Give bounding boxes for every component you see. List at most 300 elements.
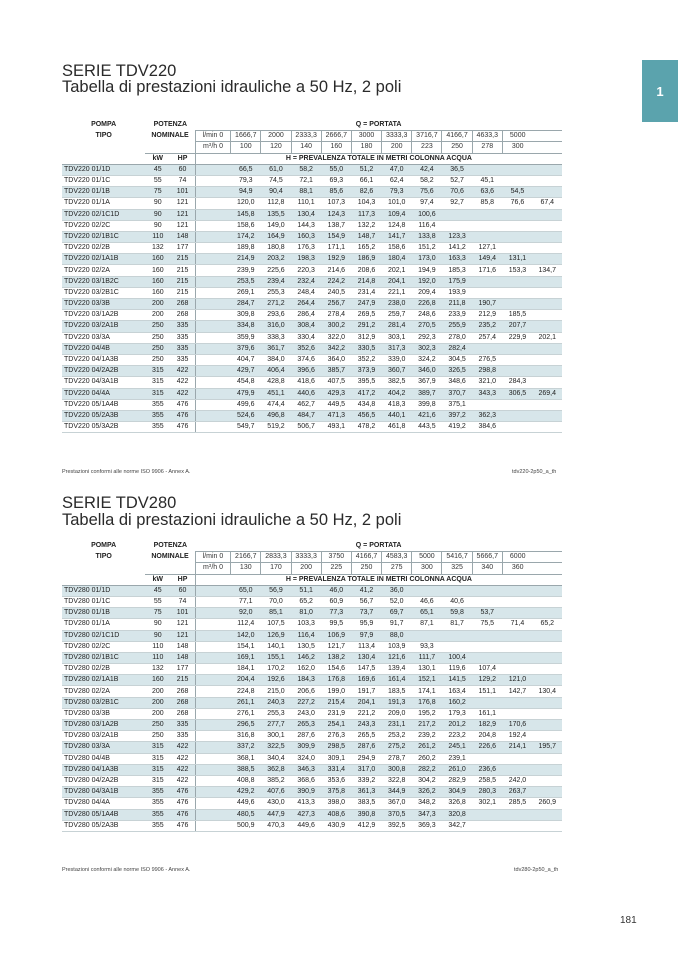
pump-model: TDV280 04/3A1B bbox=[62, 787, 145, 798]
head-value: 263,7 bbox=[502, 787, 532, 798]
head-value: 71,4 bbox=[502, 619, 532, 630]
head-value: 175,9 bbox=[442, 276, 472, 287]
power-hp: 476 bbox=[170, 787, 195, 798]
table-row bbox=[62, 276, 562, 287]
unit-m: m bbox=[202, 143, 209, 151]
head-value: 163,4 bbox=[442, 686, 472, 697]
table-row bbox=[62, 287, 562, 298]
power-hp: 60 bbox=[170, 585, 195, 596]
head-value: 121,0 bbox=[502, 675, 532, 686]
header-unit-lmin: l/min 0 bbox=[195, 131, 230, 142]
pump-model: TDV220 05/3A2B bbox=[62, 422, 145, 433]
head-value: 106,9 bbox=[321, 630, 351, 641]
header-blank bbox=[62, 153, 145, 164]
head-zero-flow bbox=[195, 254, 230, 265]
head-value: 201,2 bbox=[442, 720, 472, 731]
head-value: 82,6 bbox=[351, 187, 381, 198]
head-value bbox=[533, 809, 562, 820]
head-value: 176,8 bbox=[412, 697, 442, 708]
head-value: 164,9 bbox=[261, 231, 291, 242]
head-value: 286,4 bbox=[291, 310, 321, 321]
flow-lmin: 5416,7 bbox=[442, 552, 472, 563]
head-value: 449,6 bbox=[231, 798, 261, 809]
pump-model: TDV220 02/1B1C bbox=[62, 231, 145, 242]
head-value: 144,3 bbox=[291, 220, 321, 231]
head-value: 161,4 bbox=[382, 675, 412, 686]
head-value: 146,2 bbox=[291, 652, 321, 663]
pump-model: TDV220 02/2A bbox=[62, 265, 145, 276]
head-value: 419,2 bbox=[442, 422, 472, 433]
head-value bbox=[472, 231, 502, 242]
header-blank bbox=[62, 142, 145, 153]
head-value bbox=[502, 764, 532, 775]
head-value: 298,8 bbox=[472, 366, 502, 377]
head-value: 255,3 bbox=[261, 287, 291, 298]
head-value: 155,1 bbox=[261, 652, 291, 663]
head-value: 74,5 bbox=[261, 175, 291, 186]
power-kw: 355 bbox=[145, 787, 170, 798]
head-value bbox=[502, 820, 532, 831]
head-value: 471,3 bbox=[321, 410, 351, 421]
head-value: 186,9 bbox=[351, 254, 381, 265]
flow-lmin: 3333,3 bbox=[382, 131, 412, 142]
head-value: 308,4 bbox=[291, 321, 321, 332]
power-kw: 90 bbox=[145, 209, 170, 220]
head-value bbox=[472, 641, 502, 652]
head-value: 282,2 bbox=[412, 764, 442, 775]
head-zero-flow bbox=[195, 299, 230, 310]
head-value bbox=[533, 820, 562, 831]
flow-lmin: 5000 bbox=[502, 131, 532, 142]
head-value: 127,1 bbox=[472, 243, 502, 254]
power-kw: 315 bbox=[145, 742, 170, 753]
head-value: 217,2 bbox=[412, 720, 442, 731]
head-value: 367,9 bbox=[412, 377, 442, 388]
head-value: 208,6 bbox=[351, 265, 381, 276]
head-value: 204,4 bbox=[231, 675, 261, 686]
head-value: 47,0 bbox=[382, 164, 412, 175]
head-value bbox=[502, 753, 532, 764]
pump-model: TDV280 02/1A1B bbox=[62, 675, 145, 686]
head-value: 100,4 bbox=[442, 652, 472, 663]
head-value bbox=[533, 708, 562, 719]
head-value: 342,7 bbox=[442, 820, 472, 831]
head-value: 265,3 bbox=[291, 720, 321, 731]
head-value: 112,4 bbox=[231, 619, 261, 630]
head-value: 326,2 bbox=[412, 787, 442, 798]
head-value: 352,6 bbox=[291, 343, 321, 354]
head-value: 284,7 bbox=[231, 299, 261, 310]
head-value: 240,3 bbox=[261, 697, 291, 708]
head-value bbox=[502, 366, 532, 377]
head-value: 161,1 bbox=[472, 708, 502, 719]
head-value: 256,7 bbox=[321, 299, 351, 310]
head-value: 145,8 bbox=[231, 209, 261, 220]
header-tipo: TIPO bbox=[95, 553, 112, 561]
table-row bbox=[62, 764, 562, 775]
head-value: 191,7 bbox=[351, 686, 381, 697]
head-value: 138,7 bbox=[321, 220, 351, 231]
head-value: 322,0 bbox=[321, 332, 351, 343]
head-zero-flow bbox=[195, 764, 230, 775]
unit-h: /h 0 bbox=[211, 143, 223, 151]
head-value: 484,7 bbox=[291, 410, 321, 421]
head-value: 65,0 bbox=[231, 585, 261, 596]
head-value: 90,4 bbox=[261, 187, 291, 198]
series-subtitle: Tabella di prestazioni idrauliche a 50 Hz, 2 poli bbox=[62, 511, 402, 529]
head-value: 46,6 bbox=[412, 596, 442, 607]
head-value: 121,6 bbox=[382, 652, 412, 663]
head-value: 209,4 bbox=[412, 287, 442, 298]
head-value: 361,7 bbox=[261, 343, 291, 354]
head-value: 392,5 bbox=[382, 820, 412, 831]
table-row bbox=[62, 332, 562, 343]
header-hp: HP bbox=[170, 153, 195, 164]
head-value: 88,0 bbox=[382, 630, 412, 641]
table-row bbox=[62, 187, 562, 198]
head-value bbox=[533, 231, 562, 242]
head-value: 58,2 bbox=[291, 164, 321, 175]
head-value: 85,8 bbox=[472, 198, 502, 209]
head-value: 309,9 bbox=[291, 742, 321, 753]
head-value bbox=[533, 366, 562, 377]
power-hp: 268 bbox=[170, 299, 195, 310]
head-value: 99,5 bbox=[321, 619, 351, 630]
head-value: 52,7 bbox=[442, 175, 472, 186]
flow-lmin: 4583,3 bbox=[382, 552, 412, 563]
head-value: 226,6 bbox=[472, 742, 502, 753]
head-value: 370,5 bbox=[382, 809, 412, 820]
head-value: 506,7 bbox=[291, 422, 321, 433]
head-value bbox=[472, 585, 502, 596]
head-value: 316,0 bbox=[261, 321, 291, 332]
head-value: 77,1 bbox=[231, 596, 261, 607]
head-value: 202,1 bbox=[382, 265, 412, 276]
power-kw: 110 bbox=[145, 652, 170, 663]
power-kw: 250 bbox=[145, 332, 170, 343]
pump-model: TDV220 05/1A4B bbox=[62, 399, 145, 410]
pump-model: TDV280 02/2C bbox=[62, 641, 145, 652]
head-value: 326,8 bbox=[442, 798, 472, 809]
head-value: 362,3 bbox=[472, 410, 502, 421]
table-row bbox=[62, 630, 562, 641]
head-value: 131,1 bbox=[502, 254, 532, 265]
head-zero-flow bbox=[195, 686, 230, 697]
head-value: 276,3 bbox=[321, 731, 351, 742]
power-hp: 476 bbox=[170, 820, 195, 831]
table-row bbox=[62, 377, 562, 388]
pump-model: TDV280 04/2A2B bbox=[62, 775, 145, 786]
head-value: 214,8 bbox=[351, 276, 381, 287]
pump-model: TDV220 01/1D bbox=[62, 164, 145, 175]
performance-table bbox=[62, 120, 562, 433]
pump-model: TDV280 04/4B bbox=[62, 753, 145, 764]
head-value: 317,3 bbox=[382, 343, 412, 354]
head-value: 260,2 bbox=[412, 753, 442, 764]
table-row bbox=[62, 664, 562, 675]
power-hp: 148 bbox=[170, 231, 195, 242]
power-kw: 355 bbox=[145, 422, 170, 433]
head-value: 294,9 bbox=[351, 753, 381, 764]
head-value bbox=[533, 310, 562, 321]
head-value: 199,0 bbox=[321, 686, 351, 697]
table-row bbox=[62, 198, 562, 209]
head-value: 398,0 bbox=[321, 798, 351, 809]
head-value: 192,0 bbox=[412, 276, 442, 287]
power-kw: 250 bbox=[145, 343, 170, 354]
head-value: 240,5 bbox=[321, 287, 351, 298]
table-row bbox=[62, 399, 562, 410]
head-value bbox=[533, 220, 562, 231]
head-value: 370,7 bbox=[442, 388, 472, 399]
pump-model: TDV220 01/1A bbox=[62, 198, 145, 209]
performance-table bbox=[62, 541, 562, 832]
head-value: 224,8 bbox=[231, 686, 261, 697]
power-kw: 90 bbox=[145, 630, 170, 641]
head-value: 306,5 bbox=[502, 388, 532, 399]
table-row bbox=[62, 652, 562, 663]
head-value: 269,1 bbox=[231, 287, 261, 298]
power-kw: 200 bbox=[145, 708, 170, 719]
head-zero-flow bbox=[195, 422, 230, 433]
head-value: 270,5 bbox=[412, 321, 442, 332]
table-row bbox=[62, 422, 562, 433]
head-value bbox=[472, 287, 502, 298]
head-value: 97,4 bbox=[412, 198, 442, 209]
head-value: 302,1 bbox=[472, 798, 502, 809]
table-row bbox=[62, 231, 562, 242]
head-value bbox=[533, 377, 562, 388]
power-kw: 160 bbox=[145, 254, 170, 265]
table-row bbox=[62, 354, 562, 365]
head-value: 221,1 bbox=[382, 287, 412, 298]
power-kw: 250 bbox=[145, 354, 170, 365]
head-value bbox=[502, 664, 532, 675]
table-row bbox=[62, 220, 562, 231]
table-row bbox=[62, 164, 562, 175]
flow-lmin: 3333,3 bbox=[291, 552, 321, 563]
head-value: 158,6 bbox=[382, 243, 412, 254]
head-value bbox=[533, 187, 562, 198]
head-value: 45,1 bbox=[472, 175, 502, 186]
head-value: 271,2 bbox=[261, 299, 291, 310]
series-title: SERIE TDV220 bbox=[62, 62, 177, 80]
head-value: 229,9 bbox=[502, 332, 532, 343]
head-value: 132,2 bbox=[351, 220, 381, 231]
head-value bbox=[533, 675, 562, 686]
head-value: 42,4 bbox=[412, 164, 442, 175]
power-hp: 422 bbox=[170, 764, 195, 775]
power-kw: 355 bbox=[145, 809, 170, 820]
head-value: 153,3 bbox=[502, 265, 532, 276]
head-value: 275,2 bbox=[382, 742, 412, 753]
head-value: 397,2 bbox=[442, 410, 472, 421]
head-value bbox=[533, 175, 562, 186]
head-value: 154,9 bbox=[321, 231, 351, 242]
head-value: 408,8 bbox=[231, 775, 261, 786]
head-zero-flow bbox=[195, 753, 230, 764]
head-value bbox=[533, 585, 562, 596]
head-value: 192,4 bbox=[502, 731, 532, 742]
head-value: 56,9 bbox=[261, 585, 291, 596]
head-value bbox=[502, 299, 532, 310]
head-value: 447,9 bbox=[261, 809, 291, 820]
head-value: 375,8 bbox=[321, 787, 351, 798]
head-zero-flow bbox=[195, 608, 230, 619]
head-value: 278,0 bbox=[442, 332, 472, 343]
head-value: 70,6 bbox=[442, 187, 472, 198]
power-kw: 355 bbox=[145, 798, 170, 809]
power-hp: 422 bbox=[170, 366, 195, 377]
flow-lmin: 5666,7 bbox=[472, 552, 502, 563]
head-value bbox=[442, 220, 472, 231]
power-hp: 74 bbox=[170, 596, 195, 607]
head-value: 154,1 bbox=[231, 641, 261, 652]
head-zero-flow bbox=[195, 187, 230, 198]
flow-m3h: 250 bbox=[351, 563, 381, 574]
head-value: 312,9 bbox=[351, 332, 381, 343]
flow-m3h: 130 bbox=[231, 563, 261, 574]
head-value: 92,7 bbox=[442, 198, 472, 209]
header-portata: Q = PORTATA bbox=[355, 542, 402, 550]
head-value: 120,0 bbox=[231, 198, 261, 209]
head-value: 434,8 bbox=[351, 399, 381, 410]
head-value: 69,3 bbox=[321, 175, 351, 186]
header-blank bbox=[145, 142, 195, 153]
table-row bbox=[62, 265, 562, 276]
pump-model: TDV280 01/1A bbox=[62, 619, 145, 630]
head-value: 204,1 bbox=[382, 276, 412, 287]
head-value: 195,2 bbox=[412, 708, 442, 719]
head-value: 443,5 bbox=[412, 422, 442, 433]
head-zero-flow bbox=[195, 265, 230, 276]
power-kw: 200 bbox=[145, 310, 170, 321]
head-value: 417,2 bbox=[351, 388, 381, 399]
flow-m3h: 325 bbox=[442, 563, 472, 574]
head-value: 474,4 bbox=[261, 399, 291, 410]
head-value: 480,5 bbox=[231, 809, 261, 820]
head-value: 277,7 bbox=[261, 720, 291, 731]
head-value: 385,7 bbox=[321, 366, 351, 377]
head-value: 203,2 bbox=[261, 254, 291, 265]
head-value: 130,1 bbox=[412, 664, 442, 675]
head-value: 123,3 bbox=[442, 231, 472, 242]
flow-m3h: 100 bbox=[231, 142, 261, 153]
head-value: 440,1 bbox=[382, 410, 412, 421]
head-value: 66,1 bbox=[351, 175, 381, 186]
head-value: 407,5 bbox=[321, 377, 351, 388]
head-value bbox=[502, 809, 532, 820]
head-value: 129,2 bbox=[472, 675, 502, 686]
power-hp: 476 bbox=[170, 399, 195, 410]
head-value: 56,7 bbox=[351, 596, 381, 607]
head-value bbox=[533, 299, 562, 310]
flow-m3h: 250 bbox=[442, 142, 472, 153]
head-value: 360,7 bbox=[382, 366, 412, 377]
pump-model: TDV280 03/3A bbox=[62, 742, 145, 753]
head-value: 258,5 bbox=[472, 775, 502, 786]
head-value: 170,6 bbox=[502, 720, 532, 731]
head-value: 373,9 bbox=[351, 366, 381, 377]
head-value bbox=[472, 596, 502, 607]
head-zero-flow bbox=[195, 798, 230, 809]
head-value: 337,2 bbox=[231, 742, 261, 753]
head-value: 346,3 bbox=[291, 764, 321, 775]
head-value: 231,4 bbox=[351, 287, 381, 298]
head-value bbox=[442, 641, 472, 652]
power-hp: 422 bbox=[170, 753, 195, 764]
head-value: 304,5 bbox=[442, 354, 472, 365]
head-value: 379,6 bbox=[231, 343, 261, 354]
power-hp: 215 bbox=[170, 276, 195, 287]
power-hp: 121 bbox=[170, 220, 195, 231]
power-kw: 250 bbox=[145, 731, 170, 742]
head-value bbox=[533, 641, 562, 652]
header-portata: Q = PORTATA bbox=[355, 121, 402, 129]
head-value: 85,1 bbox=[261, 608, 291, 619]
head-zero-flow bbox=[195, 809, 230, 820]
head-value: 369,3 bbox=[412, 820, 442, 831]
head-value: 291,2 bbox=[351, 321, 381, 332]
power-hp: 335 bbox=[170, 343, 195, 354]
pump-model: TDV220 02/1C1D bbox=[62, 209, 145, 220]
head-value: 171,1 bbox=[321, 243, 351, 254]
head-value bbox=[533, 697, 562, 708]
head-value bbox=[533, 630, 562, 641]
head-value: 282,4 bbox=[442, 343, 472, 354]
head-value: 81,7 bbox=[442, 619, 472, 630]
head-value: 287,6 bbox=[351, 742, 381, 753]
head-value: 223,2 bbox=[442, 731, 472, 742]
head-value: 152,1 bbox=[412, 675, 442, 686]
head-value: 374,6 bbox=[291, 354, 321, 365]
power-kw: 315 bbox=[145, 388, 170, 399]
flow-m3h: 300 bbox=[412, 563, 442, 574]
power-kw: 315 bbox=[145, 366, 170, 377]
head-value: 185,5 bbox=[502, 310, 532, 321]
head-value: 204,8 bbox=[472, 731, 502, 742]
header-hp: HP bbox=[170, 574, 195, 585]
head-value: 101,0 bbox=[382, 198, 412, 209]
pump-model: TDV280 05/1A4B bbox=[62, 809, 145, 820]
power-kw: 160 bbox=[145, 287, 170, 298]
power-hp: 101 bbox=[170, 608, 195, 619]
head-value: 154,6 bbox=[321, 664, 351, 675]
head-value: 104,3 bbox=[351, 198, 381, 209]
head-zero-flow bbox=[195, 775, 230, 786]
head-value bbox=[502, 410, 532, 421]
head-value: 224,2 bbox=[321, 276, 351, 287]
head-value: 418,6 bbox=[291, 377, 321, 388]
head-value: 429,3 bbox=[321, 388, 351, 399]
pump-model: TDV220 01/1B bbox=[62, 187, 145, 198]
flow-m3h: 225 bbox=[321, 563, 351, 574]
head-value: 204,1 bbox=[351, 697, 381, 708]
flow-lmin: 2000 bbox=[261, 131, 291, 142]
header-blank bbox=[62, 574, 145, 585]
head-value: 232,4 bbox=[291, 276, 321, 287]
head-value bbox=[472, 276, 502, 287]
pump-model: TDV280 04/4A bbox=[62, 798, 145, 809]
head-value bbox=[442, 585, 472, 596]
pump-model: TDV280 02/1B1C bbox=[62, 652, 145, 663]
head-value: 390,9 bbox=[291, 787, 321, 798]
page-number: 181 bbox=[620, 915, 637, 926]
head-value: 334,8 bbox=[231, 321, 261, 332]
head-value bbox=[502, 399, 532, 410]
head-value: 362,8 bbox=[261, 764, 291, 775]
head-value: 428,8 bbox=[261, 377, 291, 388]
